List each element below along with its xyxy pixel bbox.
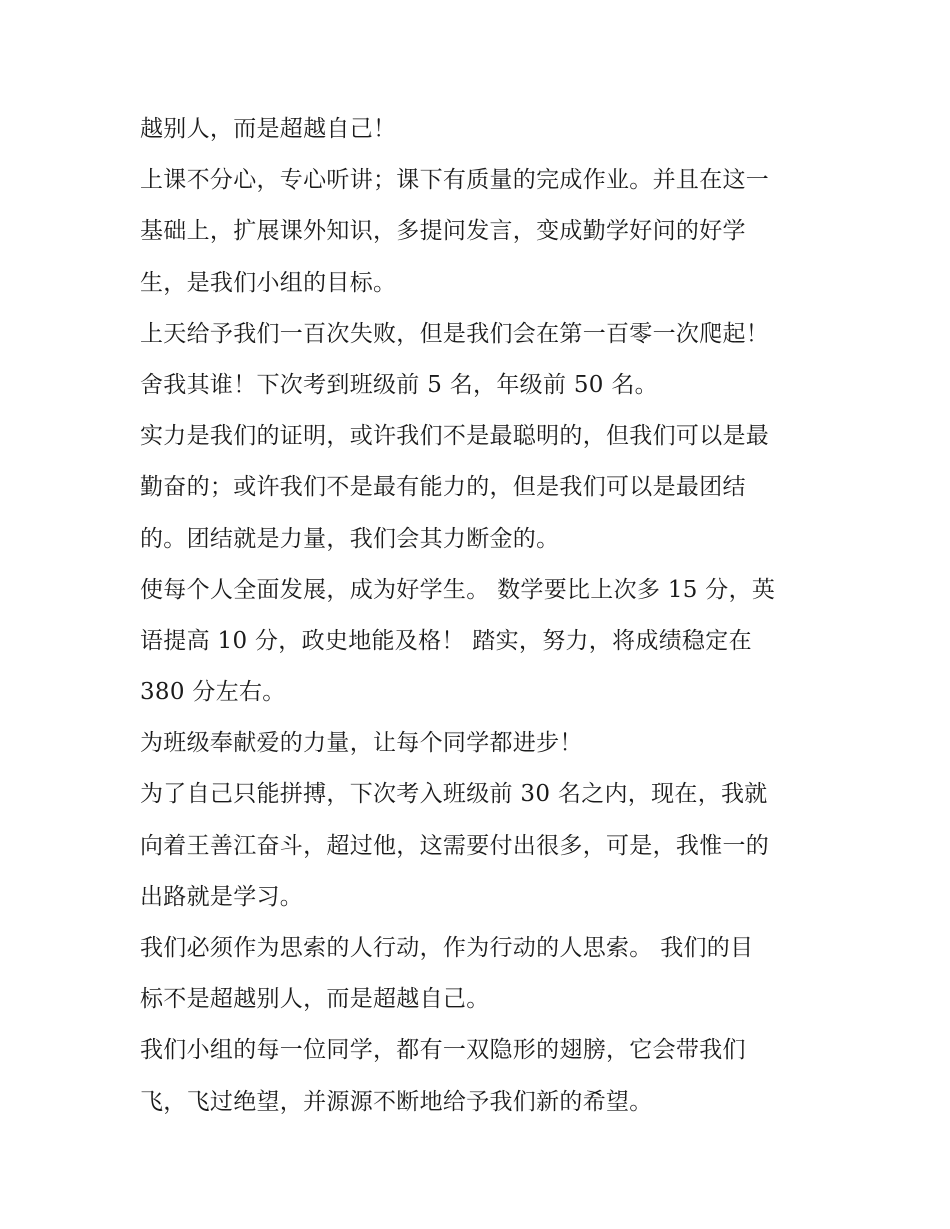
text-line: 舍我其谁！下次考到班级前 5 名，年级前 50 名。 [140,371,658,398]
text-line: 为班级奉献爱的力量，让每个同学都进步！ [140,730,583,757]
text-line: 380 分左右。 [140,679,286,706]
text-line: 标不是超越别人，而是超越自己。 [140,986,490,1013]
text-line: 勤奋的；或许我们不是最有能力的，但是我们可以是最团结 [140,474,746,501]
text-line: 我们小组的每一位同学，都有一双隐形的翅膀，它会带我们 [140,1037,746,1064]
document-body [140,104,820,1128]
text-line: 上天给予我们一百次失败，但是我们会在第一百零一次爬起！ [140,320,770,347]
text-line: 基础上，扩展课外知识，多提问发言，变成勤学好问的好学 [140,218,746,245]
text-line: 越别人，而是超越自己！ [140,116,397,142]
text-line: 实力是我们的证明，或许我们不是最聪明的，但我们可以是最 [140,423,770,450]
text-line: 语提高 10 分，政史地能及格！ 踏实，努力，将成绩稳定在 [140,627,752,654]
text-line: 使每个人全面发展，成为好学生。 数学要比上次多 15 分，英 [140,576,776,603]
text-line: 飞，飞过绝望，并源源不断地给予我们新的希望。 [140,1088,653,1115]
text-line: 出路就是学习。 [140,883,304,910]
text-line: 向着王善江奋斗，超过他，这需要付出很多，可是，我惟一的 [140,832,770,859]
text-line: 为了自己只能拼搏，下次考入班级前 30 名之内，现在，我就 [140,781,768,808]
text-line: 我们必须作为思索的人行动，作为行动的人思索。 我们的目 [140,935,754,961]
text-line: 生，是我们小组的目标。 [140,269,397,296]
text-line: 的。团结就是力量，我们会其力断金的。 [140,525,560,552]
text-line: 上课不分心，专心听讲；课下有质量的完成作业。并且在这一 [140,167,770,194]
